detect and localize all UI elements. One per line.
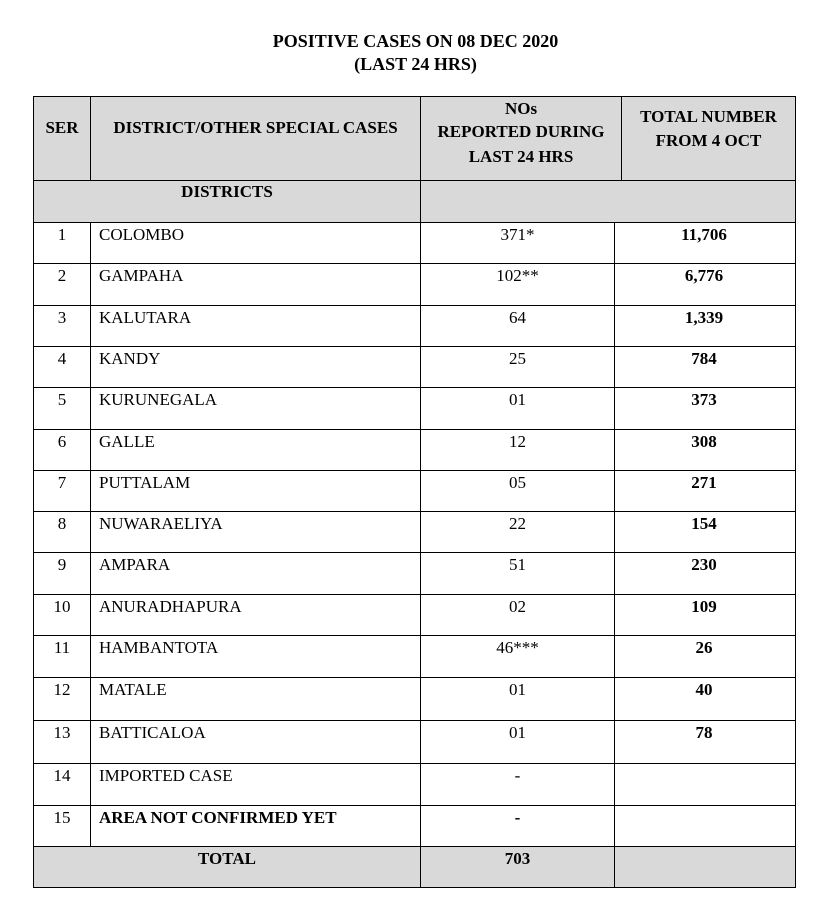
row-reported: 01: [509, 390, 526, 409]
row-district-name: BATTICALOA: [99, 723, 206, 742]
row-reported: 05: [509, 473, 526, 492]
table-border-right: [795, 96, 796, 887]
row-ser: 13: [53, 723, 71, 742]
row-total: 373: [691, 390, 717, 409]
header-reported-line3: LAST 24 HRS: [468, 147, 574, 166]
row-total: 6,776: [684, 266, 724, 285]
header-reported-line1: NOs: [504, 99, 538, 118]
row-district-name: KALUTARA: [99, 308, 192, 327]
row-district-name: ANURADHAPURA: [99, 597, 242, 616]
row-reported: 22: [509, 514, 526, 533]
document-title: [0, 30, 831, 76]
row-total: 78: [695, 723, 713, 742]
row-ser: 4: [57, 349, 67, 368]
table-border-top: [33, 96, 796, 97]
row-reported: 02: [509, 597, 526, 616]
row-district-name: AREA NOT CONFIRMED YET: [99, 808, 337, 827]
row-ser: 7: [57, 473, 67, 492]
row-reported: 371*: [500, 225, 535, 244]
row-ser: 11: [53, 638, 71, 657]
title-line-1: POSITIVE CASES ON 08 DEC 2020: [272, 31, 559, 51]
row-district-name: KANDY: [99, 349, 161, 368]
row-total: 40: [695, 680, 713, 699]
row-ser: 8: [57, 514, 67, 533]
row-total: 109: [691, 597, 717, 616]
section-label-districts: DISTRICTS: [181, 182, 273, 201]
row-district-name: HAMBANTOTA: [99, 638, 219, 657]
header-total-line1: TOTAL NUMBER: [640, 107, 777, 126]
row-ser: 14: [53, 766, 71, 785]
row-district-name: GAMPAHA: [99, 266, 184, 285]
col-divider-ser-header: [90, 96, 91, 180]
row-total: 1,339: [684, 308, 724, 327]
row-total: 784: [691, 349, 717, 368]
header-district: DISTRICT/OTHER SPECIAL CASES: [113, 118, 398, 137]
row-reported: 01: [509, 680, 526, 699]
row-district-name: NUWARAELIYA: [99, 514, 223, 533]
row-total: 154: [691, 514, 717, 533]
row-ser: 1: [57, 225, 67, 244]
header-ser: SER: [45, 118, 79, 137]
row-district-name: KURUNEGALA: [99, 390, 218, 409]
row-reported: 25: [509, 349, 526, 368]
row-reported: -: [514, 808, 521, 827]
row-ser: 5: [57, 390, 67, 409]
row-district-name: COLOMBO: [99, 225, 185, 244]
total-reported: 703: [504, 849, 531, 868]
row-ser: 10: [53, 597, 71, 616]
row-total: 11,706: [681, 225, 727, 244]
row-district-name: GALLE: [99, 432, 155, 451]
header-total-line2: FROM 4 OCT: [655, 131, 762, 150]
row-reported: 51: [509, 555, 526, 574]
row-reported: 01: [509, 723, 526, 742]
row-district-name: PUTTALAM: [99, 473, 191, 492]
total-label: TOTAL: [198, 849, 256, 868]
row-ser: 6: [57, 432, 67, 451]
row-reported: 102**: [496, 266, 539, 285]
row-divider: [33, 846, 795, 847]
row-ser: 2: [57, 266, 67, 285]
header-divider: [33, 180, 795, 181]
row-reported: 12: [509, 432, 526, 451]
row-reported: 64: [509, 308, 526, 327]
row-reported: 46***: [496, 638, 539, 657]
row-total: 230: [691, 555, 717, 574]
row-district-name: MATALE: [99, 680, 167, 699]
row-ser: 15: [53, 808, 71, 827]
row-reported: -: [514, 766, 521, 785]
row-ser: 3: [57, 308, 67, 327]
row-district-name: IMPORTED CASE: [99, 766, 233, 785]
row-ser: 12: [53, 680, 71, 699]
col-divider-section: [420, 180, 421, 222]
row-total: 308: [691, 432, 717, 451]
row-ser: 9: [57, 555, 67, 574]
header-reported-line2: REPORTED DURING: [437, 122, 605, 141]
row-district-name: AMPARA: [99, 555, 171, 574]
table-border-bottom: [33, 887, 796, 888]
row-total: 271: [691, 473, 717, 492]
title-line-2: (LAST 24 HRS): [354, 54, 477, 74]
row-total: 26: [695, 638, 713, 657]
